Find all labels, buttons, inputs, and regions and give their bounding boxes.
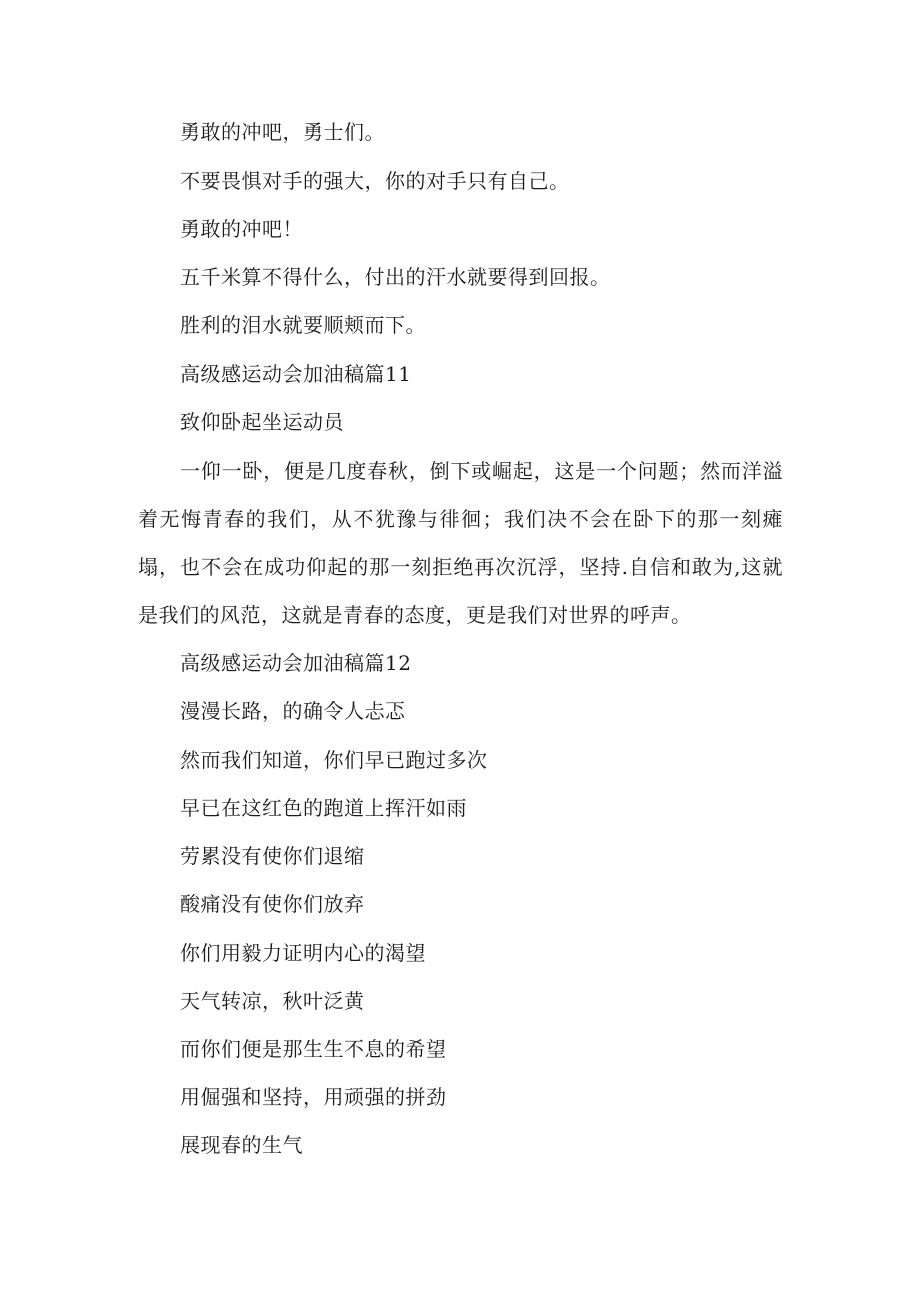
- text-line: 你们用毅力证明内心的渴望: [180, 941, 426, 965]
- text-line: 用倔强和坚持，用顽强的拼劲: [180, 1085, 447, 1109]
- body-paragraph: 一仰一卧，便是几度春秋，倒下或崛起，这是一个问题；然而洋溢着无悔青春的我们，从不犹豫与徘徊；我们决不会在卧下的那一刻瘫塌，也不会在成功仰起的那一刻拒绝再次沉浮，坚持.自信和敢为,这就是我们的风范，这就是青春的态度，更是我们对世界的呼声。: [138, 459, 783, 627]
- text-line: 胜利的泪水就要顺颊而下。: [180, 313, 426, 337]
- text-line: 勇敢的冲吧！: [180, 217, 303, 241]
- text-line: 不要畏惧对手的强大，你的对手只有自己。: [180, 169, 570, 193]
- section-heading-11: 高级感运动会加油稿篇11: [180, 362, 412, 386]
- text-line: 五千米算不得什么，付出的汗水就要得到回报。: [180, 265, 611, 289]
- text-line: 劳累没有使你们退缩: [180, 844, 365, 868]
- text-line: 酸痛没有使你们放弃: [180, 892, 365, 916]
- text-line: 展现春的生气: [180, 1133, 303, 1157]
- section-heading-12: 高级感运动会加油稿篇12: [180, 651, 412, 675]
- text-line: 然而我们知道，你们早已跑过多次: [180, 748, 488, 772]
- text-line: 天气转凉，秋叶泛黄: [180, 989, 365, 1013]
- text-line: 勇敢的冲吧，勇士们。: [180, 120, 385, 144]
- text-line: 而你们便是那生生不息的希望: [180, 1037, 447, 1061]
- text-line: 早已在这红色的跑道上挥汗如雨: [180, 796, 467, 820]
- text-line: 漫漫长路，的确令人忐忑: [180, 699, 406, 723]
- section-subtitle-11: 致仰卧起坐运动员: [180, 410, 344, 434]
